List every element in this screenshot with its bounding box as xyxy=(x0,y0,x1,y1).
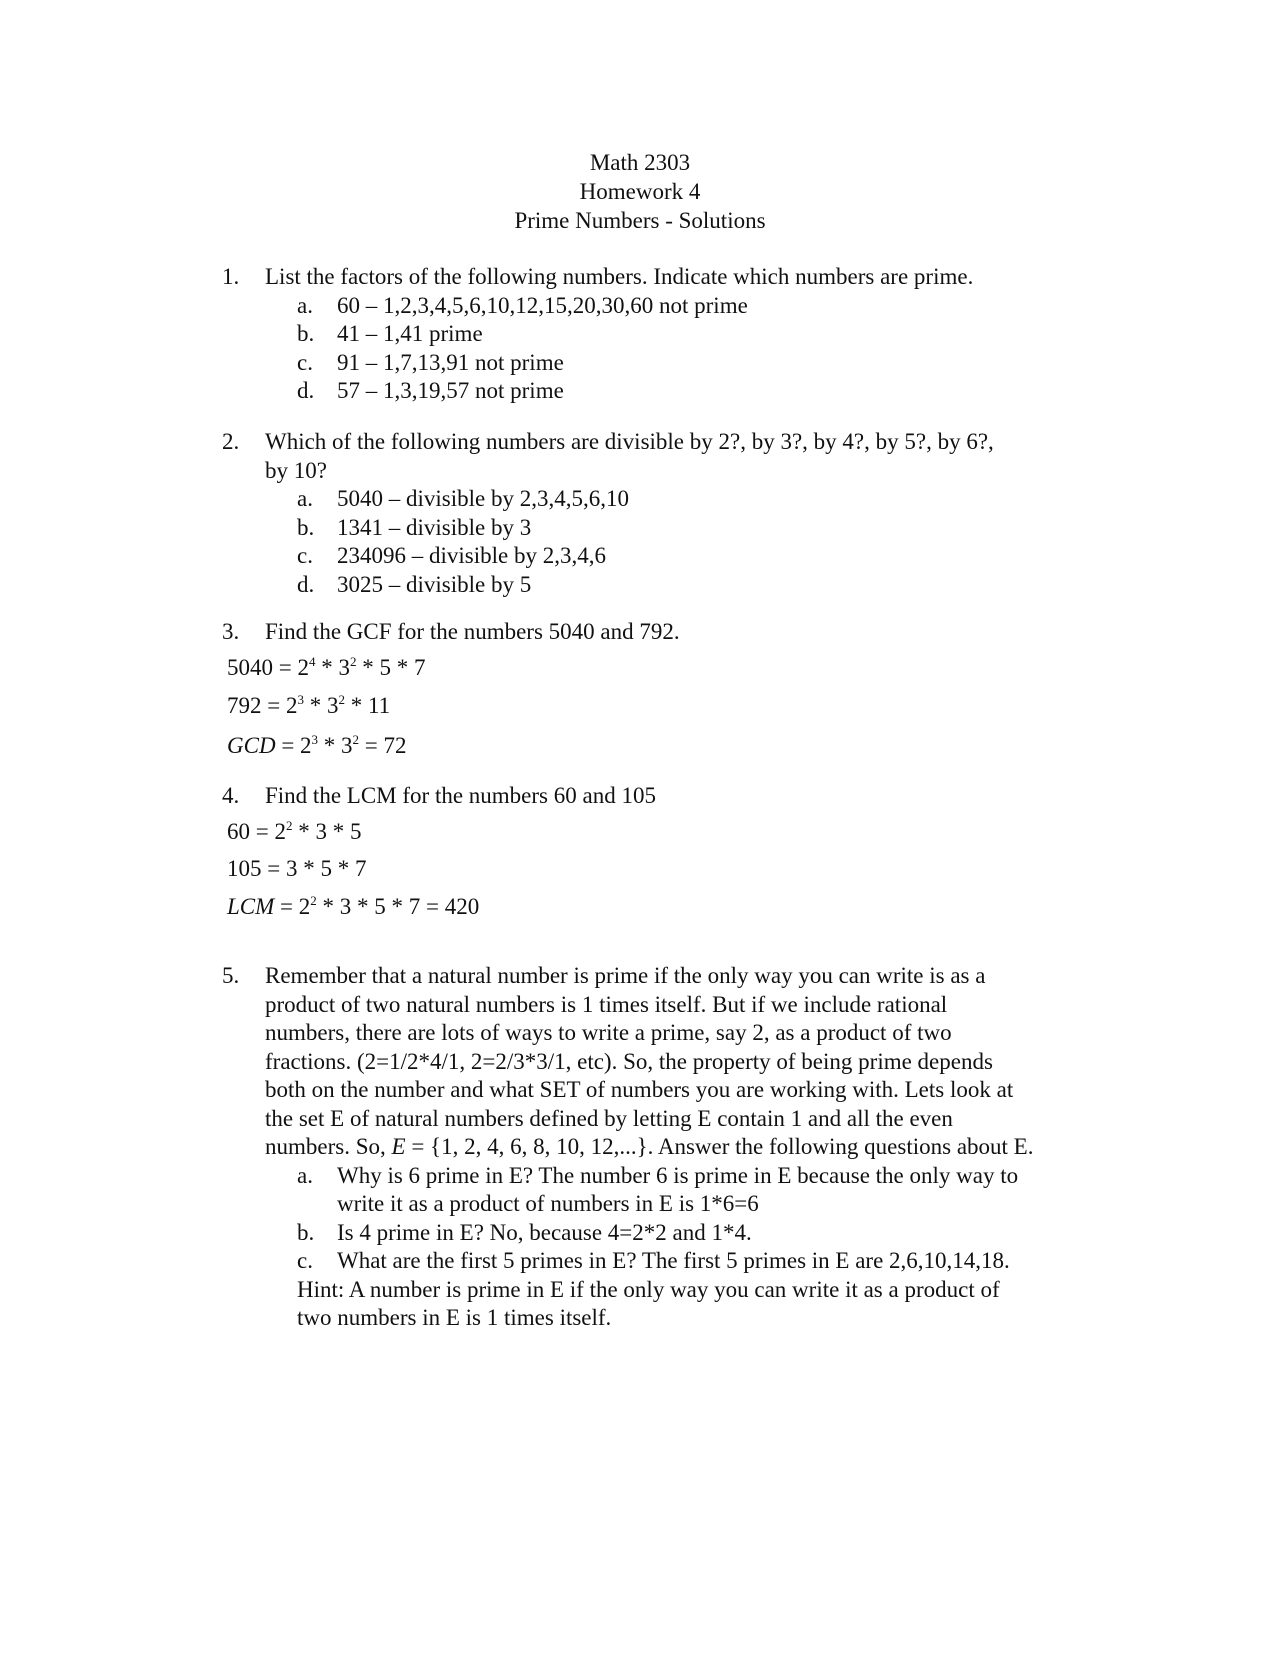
equation-part: * 3 * 5 xyxy=(292,819,362,844)
item-text: 60 – 1,2,3,4,5,6,10,12,15,20,30,60 not prime xyxy=(337,292,748,318)
text-part: . Answer the following questions about E. xyxy=(647,1134,1034,1159)
item-letter: c. xyxy=(297,349,313,375)
exponent: 3 xyxy=(311,732,319,747)
question-4 xyxy=(222,782,1082,811)
equation-part: * 5 * 7 xyxy=(356,655,426,680)
paragraph-line: Remember that a natural number is prime if the only way you can write is as a xyxy=(265,963,986,988)
item-letter: d. xyxy=(297,571,315,597)
paragraph-line xyxy=(265,1133,1102,1162)
item-text: 1341 – divisible by 3 xyxy=(337,514,532,540)
factorization-5040 xyxy=(227,654,425,683)
answer-item xyxy=(297,542,1082,571)
item-letter: c. xyxy=(297,543,313,568)
exponent: 2 xyxy=(338,692,345,707)
equation-part: * 3 xyxy=(318,733,353,758)
equation-part: 105 = 3 * 5 * 7 xyxy=(227,856,367,881)
exponent: 4 xyxy=(308,654,316,669)
answer-item xyxy=(297,485,1082,514)
item-text: 3025 – divisible by 5 xyxy=(337,571,532,597)
item-letter: c. xyxy=(297,1248,313,1273)
exponent: 3 xyxy=(297,692,304,707)
item-letter: b. xyxy=(297,321,315,346)
equation-part: = 72 xyxy=(359,733,407,758)
question-2 xyxy=(222,428,1082,599)
question-number: 4. xyxy=(222,783,240,808)
question-5 xyxy=(222,962,1102,1333)
item-text: 41 – 1,41 prime xyxy=(337,321,483,346)
item-letter: d. xyxy=(297,378,315,403)
question-number: 3. xyxy=(222,619,240,644)
item-text: 5040 – divisible by 2,3,4,5,6,10 xyxy=(337,486,629,511)
item-text: What are the first 5 primes in E? The first 5 primes in E are 2,6,10,14,18. xyxy=(337,1248,1010,1273)
question-text-line-1: Which of the following numbers are divisible by 2?, by 3?, by 4?, by 5?, by 6?, xyxy=(265,429,994,454)
answer-item xyxy=(297,1162,1102,1219)
item-text: Is 4 prime in E? No, because 4=2*2 and 1*4. xyxy=(337,1219,752,1245)
question-1 xyxy=(222,263,1082,406)
course-title: Math 2303 xyxy=(589,150,691,175)
paragraph-line: the set E of natural numbers defined by letting E contain 1 and all the even xyxy=(265,1105,953,1131)
question-text-line-2: by 10? xyxy=(265,457,327,483)
document-subtitle: Prime Numbers - Solutions xyxy=(514,208,766,233)
item-text: 91 – 1,7,13,91 not prime xyxy=(337,349,564,375)
homework-title: Homework 4 xyxy=(579,179,701,204)
lcm-result xyxy=(227,893,479,922)
equation-part: * 11 xyxy=(344,693,391,718)
exponent: 2 xyxy=(349,654,357,669)
question-number: 1. xyxy=(222,264,240,289)
answer-list xyxy=(297,292,1082,406)
paragraph-line: product of two natural numbers is 1 times itself. But if we include rational xyxy=(265,991,948,1017)
set-variable: E xyxy=(391,1134,406,1159)
item-letter: a. xyxy=(297,1162,313,1188)
answer-item xyxy=(297,377,1082,406)
question-3 xyxy=(222,618,1082,647)
answer-item xyxy=(297,1247,1102,1276)
equation-part: * 3 xyxy=(315,655,350,680)
item-text: Why is 6 prime in E? The number 6 is prime in E because the only way to xyxy=(337,1162,1019,1188)
hint-line: two numbers in E is 1 times itself. xyxy=(297,1305,612,1330)
exponent: 2 xyxy=(352,732,360,747)
hint xyxy=(297,1276,1102,1333)
equation-part: * 3 * 5 * 7 = 420 xyxy=(316,894,480,919)
question-text: Find the GCF for the numbers 5040 and 792. xyxy=(265,619,680,644)
exponent: 2 xyxy=(285,818,293,833)
item-letter: b. xyxy=(297,514,315,540)
question-3-prompt xyxy=(222,618,1082,647)
equation-part: 60 = 2 xyxy=(227,819,286,844)
hint-line: Hint: A number is prime in E if the only way you can write it as a product of xyxy=(297,1276,1000,1302)
gcd-result xyxy=(227,732,407,761)
question-2-prompt xyxy=(222,428,1082,485)
question-5-prompt xyxy=(222,962,1102,1162)
answer-item xyxy=(297,571,1082,600)
item-text: 57 – 1,3,19,57 not prime xyxy=(337,378,564,403)
equation-part: 792 = 2 xyxy=(227,693,298,718)
question-number: 5. xyxy=(222,963,240,988)
lcm-label: LCM xyxy=(227,894,275,919)
question-1-prompt xyxy=(222,263,1082,292)
factorization-792 xyxy=(227,692,390,721)
answer-list xyxy=(297,1162,1102,1276)
item-text: 234096 – divisible by 2,3,4,6 xyxy=(337,543,606,568)
paragraph-line: both on the number and what SET of numbers you are working with. Lets look at xyxy=(265,1077,1014,1102)
equation-part: = 2 xyxy=(274,894,311,919)
factorization-60 xyxy=(227,818,361,847)
text-part: numbers. So, xyxy=(265,1134,392,1159)
paragraph-line: fractions. (2=1/2*4/1, 2=2/3*3/1, etc). So, the property of being prime depends xyxy=(265,1048,993,1074)
answer-item xyxy=(297,349,1082,378)
answer-item xyxy=(297,320,1082,349)
gcd-label: GCD xyxy=(227,733,276,758)
equation-part: * 3 xyxy=(303,693,339,718)
question-4-prompt xyxy=(222,782,1082,811)
item-text: write it as a product of numbers in E is 1*6=6 xyxy=(337,1191,759,1216)
equation-part: 5040 = 2 xyxy=(227,655,309,680)
set-definition: = {1, 2, 4, 6, 8, 10, 12,...} xyxy=(405,1134,648,1159)
question-text: Find the LCM for the numbers 60 and 105 xyxy=(265,783,656,808)
answer-list xyxy=(297,485,1082,599)
equation-part: = 2 xyxy=(275,733,312,758)
answer-item xyxy=(297,1219,1102,1248)
answer-item xyxy=(297,292,1082,321)
item-letter: a. xyxy=(297,486,313,511)
item-letter: a. xyxy=(297,292,313,318)
item-letter: b. xyxy=(297,1219,315,1245)
factorization-105 xyxy=(227,855,366,884)
question-number: 2. xyxy=(222,429,240,454)
document-header xyxy=(0,149,1280,236)
paragraph-line: numbers, there are lots of ways to write a prime, say 2, as a product of two xyxy=(265,1020,952,1045)
question-text: List the factors of the following numbers. Indicate which numbers are prime. xyxy=(265,264,974,289)
exponent: 2 xyxy=(310,893,317,908)
answer-item xyxy=(297,514,1082,543)
